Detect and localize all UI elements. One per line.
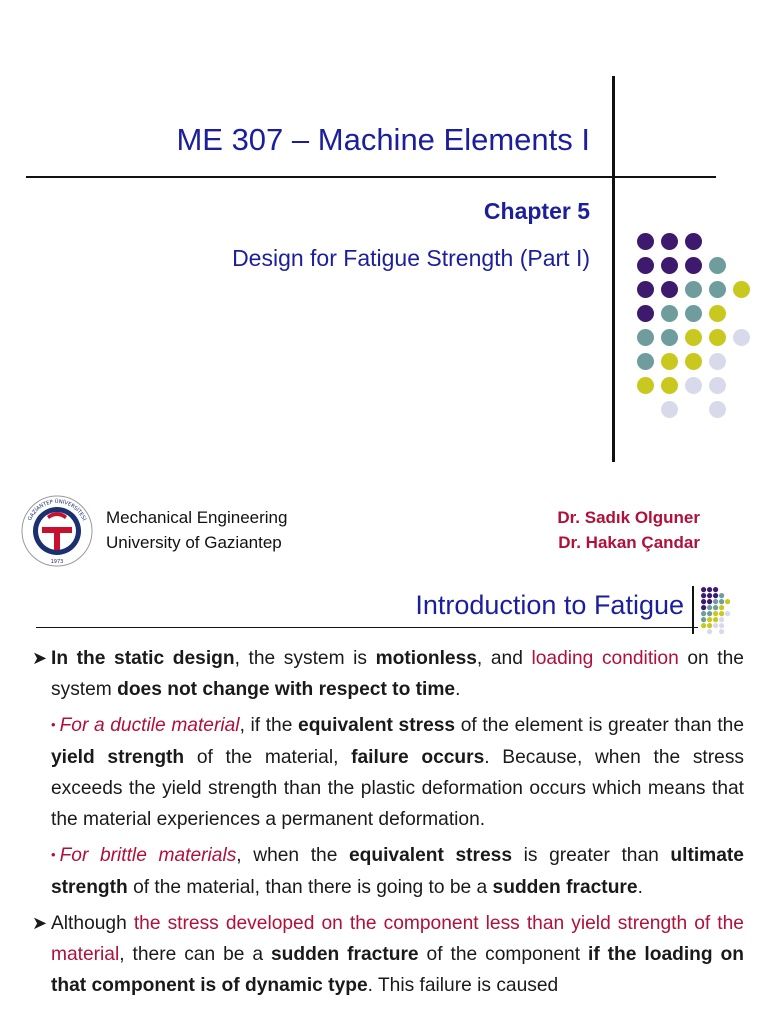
decorative-dot bbox=[701, 623, 706, 628]
decorative-dot bbox=[707, 587, 712, 592]
department-block bbox=[106, 505, 287, 555]
decorative-dot bbox=[719, 623, 724, 628]
text-run: of the component bbox=[418, 944, 588, 965]
university-logo bbox=[20, 494, 94, 568]
text-run: For a ductile material bbox=[59, 715, 240, 736]
text-run: ultimate strength bbox=[51, 845, 744, 898]
decorative-dot bbox=[685, 281, 702, 298]
decorative-dot bbox=[661, 257, 678, 274]
text-run: sudden fracture bbox=[492, 877, 638, 898]
slide-body bbox=[32, 643, 744, 1001]
text-run: does not change with respect to time bbox=[117, 679, 456, 700]
decorative-dot bbox=[725, 599, 730, 604]
decorative-dot bbox=[709, 329, 726, 346]
decorative-dot bbox=[713, 605, 718, 610]
decorative-dot-grid-small bbox=[694, 586, 754, 634]
decorative-dot bbox=[701, 593, 706, 598]
decorative-dot bbox=[719, 617, 724, 622]
author-2: Dr. Hakan Çandar bbox=[558, 533, 700, 552]
decorative-dot bbox=[661, 377, 678, 394]
decorative-dot bbox=[707, 605, 712, 610]
arrow-bullet-icon: ➤ bbox=[32, 913, 48, 933]
decorative-dot bbox=[707, 593, 712, 598]
text-run: In the static design bbox=[51, 648, 235, 669]
decorative-dot bbox=[661, 233, 678, 250]
decorative-dot bbox=[685, 305, 702, 322]
decorative-dot bbox=[661, 353, 678, 370]
decorative-dot bbox=[637, 305, 654, 322]
decorative-dot bbox=[637, 377, 654, 394]
decorative-dot bbox=[707, 617, 712, 622]
text-run: , when the bbox=[236, 845, 349, 866]
course-title: ME 307 – Machine Elements I bbox=[176, 122, 590, 157]
decorative-dot bbox=[661, 281, 678, 298]
decorative-dot bbox=[719, 593, 724, 598]
decorative-dot bbox=[707, 629, 712, 634]
text-run: , if the bbox=[239, 715, 299, 736]
bullet-static-design bbox=[32, 643, 744, 705]
decorative-dot bbox=[733, 281, 750, 298]
decorative-dot bbox=[685, 377, 702, 394]
decorative-dot bbox=[713, 599, 718, 604]
text-run: . bbox=[455, 679, 461, 700]
dot-bullet-icon: • bbox=[51, 847, 56, 862]
decorative-dot bbox=[637, 281, 654, 298]
decorative-dot bbox=[637, 329, 654, 346]
text-run: . Because, when the stress exceeds the yield strength than the plastic deformation occurs which means that the material experiences a permanent deformation. bbox=[51, 747, 745, 830]
decorative-dot bbox=[701, 605, 706, 610]
decorative-dot bbox=[725, 611, 730, 616]
text-run: of the material, than there is going to be a bbox=[127, 877, 493, 898]
decorative-dot bbox=[719, 599, 724, 604]
decorative-dot bbox=[685, 329, 702, 346]
text-run: , the system is bbox=[234, 648, 376, 669]
text-run: . bbox=[637, 877, 643, 898]
subbullet-ductile bbox=[32, 710, 744, 835]
svg-text:GAZİANTEP ÜNİVERSİTESİ: GAZİANTEP ÜNİVERSİTESİ bbox=[27, 498, 87, 522]
decorative-dot bbox=[719, 605, 724, 610]
arrow-bullet-icon: ➤ bbox=[32, 648, 48, 668]
author-1: Dr. Sadık Olguner bbox=[557, 508, 700, 527]
decorative-dot bbox=[637, 257, 654, 274]
text-run: if the loading on that component is of dynamic type bbox=[51, 944, 744, 996]
svg-text:1973: 1973 bbox=[50, 559, 64, 565]
text-run: loading condition bbox=[531, 648, 679, 669]
text-run: , and bbox=[476, 648, 532, 669]
decorative-dot bbox=[707, 611, 712, 616]
department-name: Mechanical Engineering bbox=[106, 508, 288, 527]
decorative-dot bbox=[685, 233, 702, 250]
bullet-dynamic-loading bbox=[32, 908, 744, 1001]
decorative-dot bbox=[709, 305, 726, 322]
text-run: For brittle materials bbox=[59, 845, 237, 866]
decorative-dot bbox=[701, 617, 706, 622]
text-run: motionless bbox=[375, 648, 477, 669]
text-run: sudden fracture bbox=[270, 944, 419, 965]
text-run: , there can be a bbox=[119, 944, 271, 965]
decorative-dot bbox=[709, 281, 726, 298]
decorative-dot bbox=[701, 599, 706, 604]
text-run: equivalent stress bbox=[298, 715, 456, 736]
dot-bullet-icon: • bbox=[51, 717, 56, 732]
decorative-dot bbox=[637, 233, 654, 250]
decorative-dot bbox=[719, 629, 724, 634]
text-run: the stress developed on the component less than yield strength of the material bbox=[51, 913, 744, 965]
decorative-dot bbox=[707, 623, 712, 628]
decorative-dot bbox=[709, 257, 726, 274]
text-run: of the element is greater than the bbox=[455, 715, 745, 736]
text-run: equivalent stress bbox=[348, 845, 513, 866]
authors-block bbox=[557, 505, 700, 555]
text-run: . This failure is caused bbox=[367, 975, 559, 996]
slide-title-underline bbox=[36, 627, 698, 628]
decorative-dot bbox=[701, 587, 706, 592]
decorative-dot bbox=[661, 401, 678, 418]
university-name: University of Gaziantep bbox=[106, 533, 282, 552]
decorative-dot bbox=[713, 623, 718, 628]
decorative-dot bbox=[685, 257, 702, 274]
decorative-dot bbox=[713, 617, 718, 622]
decorative-dot bbox=[719, 611, 724, 616]
decorative-dot bbox=[661, 329, 678, 346]
title-horizontal-divider bbox=[26, 176, 716, 178]
decorative-dot bbox=[661, 305, 678, 322]
decorative-dot bbox=[709, 401, 726, 418]
decorative-dot-grid bbox=[612, 232, 752, 432]
slide-title: Introduction to Fatigue bbox=[415, 590, 684, 620]
decorative-dot bbox=[713, 593, 718, 598]
subbullet-brittle bbox=[32, 840, 744, 903]
text-run: failure occurs bbox=[351, 747, 485, 768]
decorative-dot bbox=[637, 353, 654, 370]
decorative-dot bbox=[701, 611, 706, 616]
decorative-dot bbox=[707, 599, 712, 604]
decorative-dot bbox=[713, 611, 718, 616]
decorative-dot bbox=[709, 353, 726, 370]
chapter-subtitle: Design for Fatigue Strength (Part I) bbox=[232, 245, 590, 271]
chapter-label: Chapter 5 bbox=[483, 198, 590, 224]
decorative-dot bbox=[709, 377, 726, 394]
decorative-dot bbox=[733, 329, 750, 346]
text-run: is greater than bbox=[512, 845, 671, 866]
text-run: on the system bbox=[51, 648, 744, 700]
decorative-dot bbox=[685, 353, 702, 370]
decorative-dot bbox=[713, 587, 718, 592]
text-run: Although bbox=[51, 913, 134, 934]
text-run: of the material, bbox=[184, 747, 352, 768]
text-run: yield strength bbox=[51, 747, 185, 768]
